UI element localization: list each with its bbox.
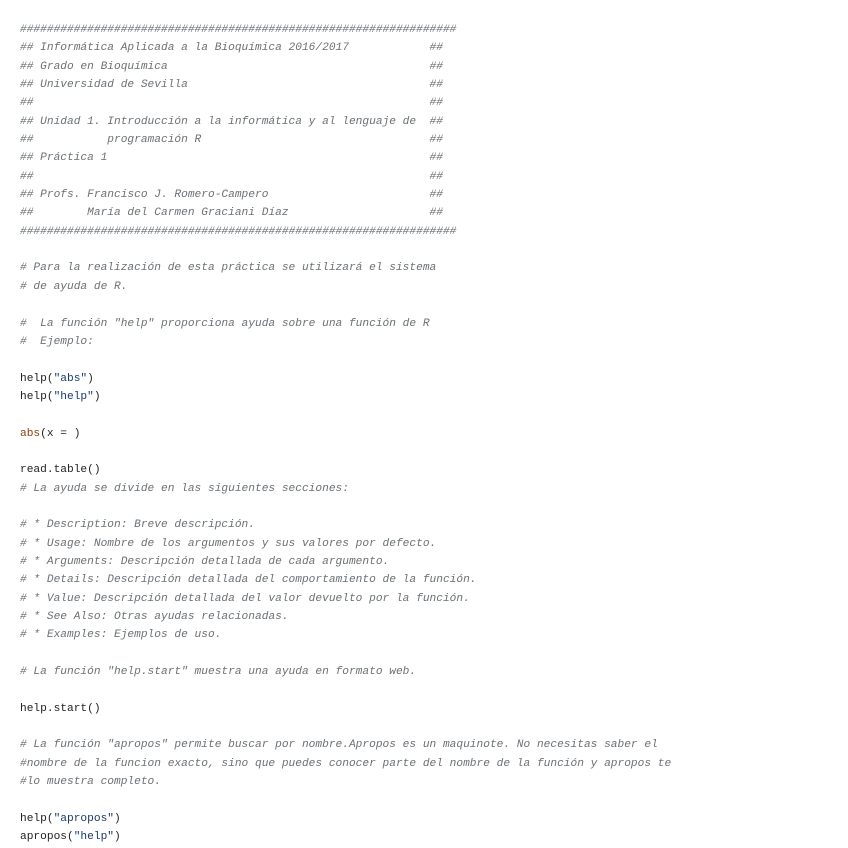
code-line[interactable] xyxy=(20,315,848,333)
code-line[interactable] xyxy=(20,168,848,186)
code-comment: ## Informática Aplicada a la Bioquímica 2016/2017 ## xyxy=(20,42,443,55)
code-line[interactable] xyxy=(20,773,848,791)
string-literal: "help" xyxy=(53,390,94,403)
blank-line xyxy=(20,718,848,736)
code-line[interactable] xyxy=(20,94,848,112)
code-line[interactable] xyxy=(20,149,848,167)
code-line[interactable] xyxy=(20,736,848,754)
string-literal: "abs" xyxy=(53,372,88,385)
code-line[interactable] xyxy=(20,223,848,241)
code-comment: # La ayuda se divide en las siguientes secciones: xyxy=(20,482,349,495)
code-comment: ################################################################# xyxy=(20,24,457,36)
code-line[interactable] xyxy=(20,590,848,608)
code-line[interactable] xyxy=(20,39,848,57)
code-line[interactable] xyxy=(20,810,848,828)
code-line[interactable] xyxy=(20,370,848,388)
code-comment: # * Details: Descripción detallada del comportamiento de la función. xyxy=(20,574,477,587)
code-line[interactable] xyxy=(20,461,848,479)
string-literal: "apropos" xyxy=(53,812,115,825)
code-punctuation: ) xyxy=(114,812,121,825)
code-comment: ## programación R ## xyxy=(20,134,443,147)
code-line[interactable] xyxy=(20,553,848,571)
code-comment: ## María del Carmen Graciani Díaz ## xyxy=(20,207,443,220)
code-comment: ## Práctica 1 ## xyxy=(20,152,443,165)
function-name: abs xyxy=(20,427,41,440)
code-comment: #nombre de la funcion exacto, sino que puedes conocer parte del nombre de la función y apropos te xyxy=(20,757,672,770)
code-comment: # * Value: Descripción detallada del valor devuelto por la función. xyxy=(20,592,470,605)
code-line[interactable] xyxy=(20,131,848,149)
code-punctuation: ) xyxy=(87,372,94,385)
blank-line xyxy=(20,443,848,461)
code-comment: # * See Also: Otras ayudas relacionadas. xyxy=(20,611,289,623)
code-comment: # La función "help" proporciona ayuda sobre una función de R xyxy=(20,317,430,330)
code-line[interactable] xyxy=(20,480,848,498)
code-comment: ## ## xyxy=(20,97,443,110)
blank-line xyxy=(20,351,848,369)
code-comment: ################################################################# xyxy=(20,225,457,238)
code-line[interactable] xyxy=(20,76,848,94)
code-line[interactable] xyxy=(20,204,848,222)
code-line[interactable] xyxy=(20,186,848,204)
code-comment: # * Arguments: Descripción detallada de cada argumento. xyxy=(20,555,390,568)
code-line[interactable] xyxy=(20,333,848,351)
code-line[interactable] xyxy=(20,828,848,846)
code-punctuation: ) xyxy=(93,390,101,403)
code-comment: # de ayuda de R. xyxy=(20,280,128,293)
code-comment: # La función "apropos" permite buscar por nombre.Apropos es un maquinote. No necesitas saber el xyxy=(20,739,658,752)
code-line[interactable] xyxy=(20,388,848,406)
code-comment: # La función "help.start" muestra una ayuda en formato web. xyxy=(20,666,417,679)
code-statement: help.start() xyxy=(20,702,101,715)
blank-line xyxy=(20,406,848,424)
code-comment: ## ## xyxy=(20,170,443,183)
code-comment: # * Examples: Ejemplos de uso. xyxy=(20,629,222,642)
function-arguments: (x = ) xyxy=(40,427,81,440)
code-comment: # * Description: Breve descripción. xyxy=(20,519,255,532)
code-line[interactable] xyxy=(20,700,848,718)
function-call: help( xyxy=(20,372,54,385)
blank-line xyxy=(20,791,848,809)
code-comment: ## Grado en Bioquímica ## xyxy=(20,60,443,73)
blank-line xyxy=(20,296,848,314)
code-line[interactable] xyxy=(20,571,848,589)
code-line[interactable] xyxy=(20,278,848,296)
code-comment: # Ejemplo: xyxy=(20,335,94,348)
code-line[interactable] xyxy=(20,535,848,553)
code-line[interactable] xyxy=(20,21,848,39)
code-line[interactable] xyxy=(20,626,848,644)
code-line[interactable] xyxy=(20,755,848,773)
code-comment: ## Unidad 1. Introducción a la informática y al lenguaje de ## xyxy=(20,115,443,128)
blank-line xyxy=(20,498,848,516)
code-punctuation: ) xyxy=(114,831,121,844)
code-comment: ## Profs. Francisco J. Romero-Campero ## xyxy=(20,189,443,202)
code-line[interactable] xyxy=(20,113,848,131)
string-literal: "help" xyxy=(73,831,115,844)
code-comment: # Para la realización de esta práctica se utilizará el sistema xyxy=(20,262,437,275)
code-line[interactable] xyxy=(20,663,848,681)
blank-line xyxy=(20,681,848,699)
code-comment: #lo muestra completo. xyxy=(20,776,161,789)
function-call: apropos( xyxy=(20,831,74,844)
code-statement: read.table() xyxy=(20,464,101,477)
code-line[interactable] xyxy=(20,259,848,277)
function-call: help( xyxy=(20,812,54,825)
code-line[interactable] xyxy=(20,58,848,76)
code-line[interactable] xyxy=(20,608,848,626)
code-comment: ## Universidad de Sevilla ## xyxy=(20,79,443,92)
function-call: help( xyxy=(20,390,54,403)
blank-line xyxy=(20,645,848,663)
code-comment: # * Usage: Nombre de los argumentos y sus valores por defecto. xyxy=(20,537,437,550)
blank-line xyxy=(20,241,848,259)
code-line[interactable] xyxy=(20,516,848,534)
code-line[interactable] xyxy=(20,425,848,443)
